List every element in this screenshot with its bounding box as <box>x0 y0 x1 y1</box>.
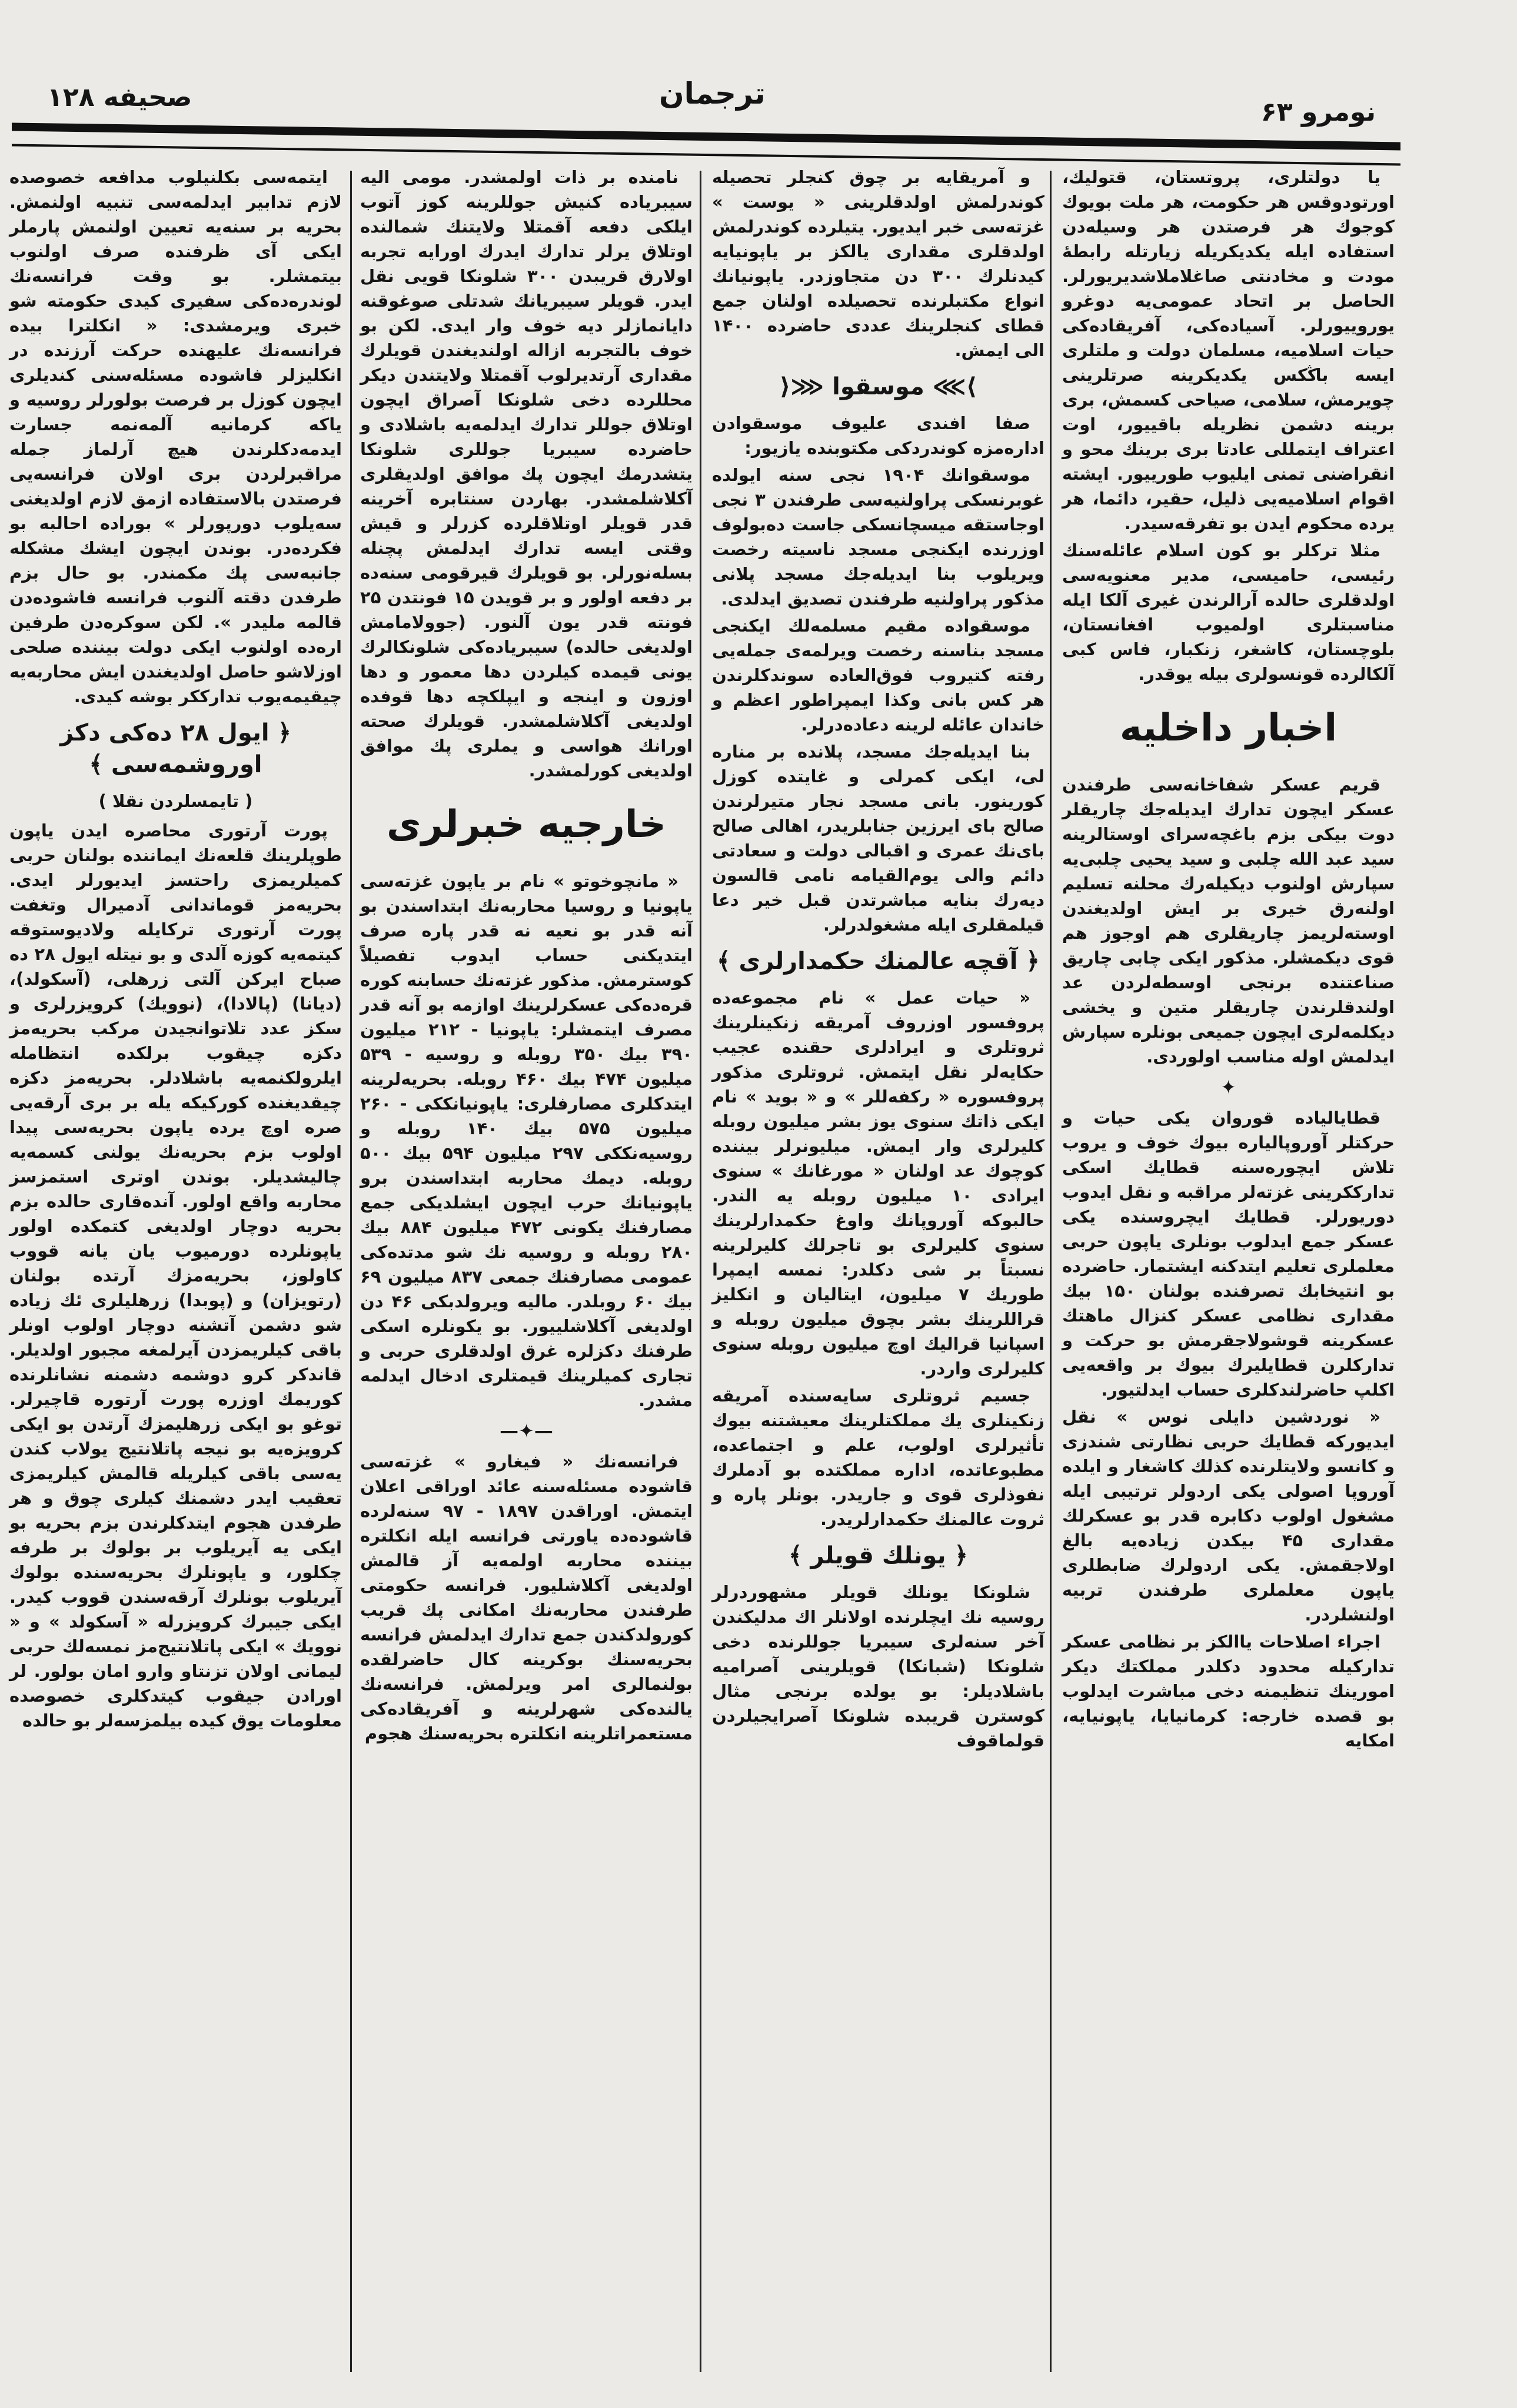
column-divider <box>350 171 352 2372</box>
article-paragraph: قريم عسكر شفاخانه‌سی طرفندن عسكر ايچون تدارك ايديله‌جك چاريقلر دوت بيكی بزم باغچه‌سرای اوستالرينه سيد عبد الله چلبی و سيد يحيی چلبی‌يه سپارش اولنوب ديكيله‌رك محلنه تسليم اولنه‌رق خيری بر ايش اولديغندن اوسته‌لريمز چاريقلری هم اوجوز هم قوی ديكمشلر. مذكور ايكی چابی چاريق صناعتنده برنجی اوسطه‌لردن عد اولندقلرندن چاريقلر متين و يخشی ديكلمه‌لری ايچون جميعی بونلره سپارش ايدلمش اوله مناسب اولوردی. <box>1062 775 1395 1067</box>
article-paragraph: يا دولتلری، پروتستان، قتوليك، اورتودوقس هر حكومت، هر ملت بويوك كوجوك هر فرصتدن هر وسيله‌دن استفاده ايله يكديكريله زيارتله رابطهٔ مودت و مخادنتی صاغلاملاشديريورلر. الحاصل بر اتحاد عمومی‌يه دوغرو يوروييورلر. آسياده‌كی، آفريقاده‌كی حيات اسلاميه، مسلمان دولت و ملتلری ايسه باڭكس يكديكرينه صرتلرينی چويرمش، سلامی، صياحی كسمش، بری برينه دشمن نظريله باقييور، اوت اعتراف ايتمللی عادتا بری برينك محو و انقراضنی تمنی ايليوب طورييور. ايشته اقوام اسلاميه‌يی ذليل، حقير، دائما، هر يرده محكوم ايدن بو تفرقه‌سيدر. <box>1062 167 1395 533</box>
article-paragraph: « نوردشين دايلی نوس » نقل ايديوركه قطايك حربی نظارتی شندزی و كانسو ولايتلرنده كذلك كاشغار و ايلده آوروپا اصولی يكی اردولر ترتيبی ايله مشغول اولوب دكابره قدر بو عسكرلك مقداری ۴۵ بيكدن زياده‌يه بالغ اولاجقمش. يكی اردولرك ضابطلری ياپون معلملری طرفندن تربيه اولنشلردر. <box>1062 1407 1395 1625</box>
column-3 <box>360 165 693 1748</box>
article-paragraph: پورت آرتوری محاصره ايدن ياپون طوپلرينك قلعه‌نك ايماننده بولنان حربی كميلريمزی راحتسز ايديورلر ايدی. بحريه‌مز قوماندانی آدميرال وتغفت پورت آرتوری تركايله ولاديوستوقه كيتمه‌يه كوزه آلدی و بو نيتله ايول ۲۸ ده صباح ايركن آلتی زرهلی، (آسكولد)، (ديانا) (پالادا)، (نوويك) كرويزرلری و سكز عدد تلاتوانجيدن مركب بحريه‌مز دكزه چيقوب برلكده انتظامله ايلرولكنمه‌يه باشلادلر. بحريه‌مز دكزه چيقديغنده كوركيكه يله بر برى آرقه‌يی صره اوچ يرده ياپون بحريه‌سی پيدا اولوب بزم بحريه‌نك يولنی كسمه‌يه چاليشديلر. بوندن اوتری استمزسز محاربه واقع اولور. آنده‌قاری حالده بزم بحريه دوچار اولديغی كتمكده اولور ياپونلرده دورميوب يان يانه قووب كاولوز، بحريه‌مزك آرتده بولنان (رتويزان) و (پوبدا) زرهليلری ئك زياده شو دشمن آتشنه دوچار اولوب اونلر باقی كيلريمزدن آيرلمغه مجبور اولديلر. قاندكر كرو دوشمه دشمنه نشانلرنده كوريمك اوزره پورت آرتوره قاچيرلر. توغو بو ايكی زرهليمزك آرتدن بو ايكی كرويزه‌يه بو نيجه پاتلانتيج يولاب كندن يه‌سی باقی كيلريله قالمش كيلريمزی تعقيب ايدر دشمنك كيلری چوق و هر طرفدن هجوم ايتدكلرندن بزم بحريه بو ايكی يه آيريلوب بر بولوك بر طرفه چكلور، و ياپونلرك بحريه‌سنده بولوك آيريلوب بونلرك آرقه‌سندن قووب كيدر. ايكی جيبرك كرويزرله « آسكولد » و « نوويك » ايكی پاتلانتيج‌مز نمسه‌لك حربی ليمانی اولان تزنتاو وارو امان بولور. لر اورادن جيقوب كيتدكلری خصوصده معلومات يوق كيده بيلمزسه‌لر بو حالده <box>9 821 342 1731</box>
article-source: ( تايمسلردن نقلا ) <box>98 791 253 811</box>
article-paragraph: فرانسه‌نك « فيغارو » غزته‌سی قاشوده مسئله‌سنه عائد اوراقی اعلان ايتمش. اوراقدن ۱۸۹۷ - ۹۷ سنه‌لرده قاشوده‌ده ياورتی فرانسه ايله انكلتره بيننده محاربه اولمه‌يه آز قالمش اولديغی آكلاشليور. فرانسه حكومتی طرفندن محاربه‌نك امكانی پك قريب كورولدكندن جمع تدارك ايدلمش فرانسه بحريه‌سنك بوكرينه كال حاضرلقده بولنمالری امر ويرلمش. فرانسه‌نك يالنده‌كی شهرلرينه و آفريقاده‌كی مستعمراتلرينه انكلتره بحريه‌سنك هجوم <box>360 1452 693 1743</box>
issue-number: نومرو ۶۳ <box>1260 97 1376 127</box>
article-paragraph: صفا افندی عليوف موسقوادن اداره‌مزه كوندردكی مكتوبنده يازيور: <box>712 413 1044 458</box>
article-heading: ﴿ آقچه عالمنك حكمدارلری ﴾ <box>717 948 1040 975</box>
article-paragraph: نامنده بر ذات اولمشدر. مومی اليه سيبرياده كنيش جوللرينه كوز آتوب ايلكی دفعه آقمتلا ولايتنك شمالنده اوتلاق يرلر تدارك ايدرك اورايه تجربه اولارق قريبدن ۳۰۰ شلونكا قويی نقل ايدر. قويلر سيبريانك شدتلی صوغوقنه دايانمازلر ديه خوف وار ايدی. لكن بو خوف بالتجربه ازاله اولنديغندن قويلرك مقداری آرتديرلوب آقمتلا ولايتندن ديكر محللرده دخی شلونكا آصراق ايچون اوتلاق جوللر تدارك ايدلمه‌يه باشلادی و حاضرده سيبريا جوللری شلونكا يتشدرمك ايچون پك موافق اولديقلری آكلاشلمشدر. بهاردن سنتابره آخرينه قدر قويلر اوتلاقلرده كزرلر و قيش وقتی ايسه تدارك ايدلمش پچنله بسله‌نورلر. بو قويلرك قيرقومی سنه‌ده بر دفعه اولور و بر قويدن ۱۵ فونتدن ۲۵ فونته قدر يون آلنور. (جوولامامش اولديغی حالده) سيبرياده‌كی شلونكالرك يونی قيمده كيلردن دها معمور و دها اوزون و اينجه و ايپلكچه دها قوفده اولديغی آكلاشلمشدر. قويلرك صحته اورانك هواسی و يملری پك موافق اولديغی كورلمشدر. <box>360 167 693 780</box>
column-divider <box>700 171 701 2372</box>
column-divider <box>1050 171 1052 2372</box>
ornament-icon: ⟩⋙ <box>924 373 977 400</box>
article-paragraph: شلونكا يونلك قويلر مشهوردرلر روسيه نك ايچلرنده اولانلر اك مدليكندن آخر سنه‌لری سيبريا جوللرنده دخی شلونكا (شبانكا) قويلرينی آصراميه باشلاديلر: بو يولده برنجی مثال كوسترن قريبده شلونكا آصرايجيلردن قولماقوف <box>712 1582 1044 1751</box>
article-paragraph: موسقواده مقيم مسلمه‌لك ايكنجی مسجد بناسنه رخصت ويرلمه‌ی جمله‌يی رفته كتيروب فوق‌العاده سوندكلرندن هر كس بانی وكذا ايمپراطور اعظم و خاندان عائله لرينه دعاده‌درلر. <box>712 616 1044 735</box>
section-ornament: —✦— <box>500 1420 553 1442</box>
article-heading: خارجيه خبرلری <box>387 803 666 846</box>
page-number: صحيفه ۱۲۸ <box>47 82 192 112</box>
article-paragraph: « مانچوخوتو » نام بر ياپون غزته‌سی ياپونيا و روسيا محاربه‌نك ابتداسندن بو آنه قدر بو نعيه نه قدر پاره صرف ايتديكنی حساب ايدوب تفصيلاً كوسترمش. مذكور غزته‌نك حسابنه كوره قره‌ده‌كی عسكرلرينك اوازمه بو آنه قدر مصرف ايتمشلر: ياپونيا - ۲۱۲ ميليون ۳۹۰ بيك ۳۵۰ روبله و روسيه - ۵۳۹ ميليون ۴۷۴ بيك ۴۶۰ روبله. بحريه‌لرينه ايتدكلری مصارفلری: ياپونيانككی - ۲۶۰ ميليون ۵۷۵ بيك ۱۴۰ روبله و روسيه‌نككی ۲۹۷ ميليون ۵۹۴ بيك ۵۰۰ روبله. ديمك محاربه ابتداسندن برو ياپونيانك حرب ايچون ايشلديكی جمع مصارفنك يكونی ۴۷۲ ميليون ۸۸۴ بيك ۲۸۰ روبله و روسيه نك شو مدتده‌كی عمومی مصارفنك جمعی ۸۳۷ ميليون ۶۹ بيك ۶۰ روبلدر. ماليه ويرولدبكی ۴۶ دن اولديغی آكلاشلييور. بو يكونلره اسكی طرفنك دكزلره غرق اولدقلری حربی و تجاری كميلرينك قيمتلری ادخال ايدلمه مشدر. <box>360 871 693 1410</box>
column-4 <box>9 165 342 1735</box>
article-heading: اخبار داخليه <box>1119 706 1338 750</box>
article-heading <box>712 371 1044 403</box>
article-paragraph: اجراء اصلاحات ياالكز بر نظامی عسكر تداركيله محدود دكلدر مملكتك ديكر امورينك تنظيمنه دخی مباشرت ايدلوب بو قصده خارجه: كرمانيايا، ياپونيايه، امكايه <box>1062 1632 1395 1751</box>
section-ornament: ✦ <box>1220 1076 1236 1098</box>
article-paragraph: و آمريقايه بر چوق كنجلر تحصيله كوندرلمش اولدقلرينی « يوست » غزته‌سی خبر ايديور. يتيلرده كوندرلمش اولدقلری مقداری يالكز بر ياپونيايه كيدنلرك ۳۰۰ دن متجاوزدر. ياپونيانك انواع مكتبلرنده تحصيلده اولنان جمع قطای كنجلرينك عددی حاضرده ۱۴۰۰ الی ايمش. <box>712 167 1044 360</box>
column-2 <box>712 165 1044 1755</box>
article-heading: ﴿ ايول ۲۸ ده‌كی دكز اوروشمه‌سی ﴾ <box>59 719 292 778</box>
article-paragraph: « حيات عمل » نام مجموعه‌ده پروفسور اوزروف آمريقه زنكينلرينك ثروتلری و ايرادلری حقنده عجيب حكايه‌لر نقل ايتمش. ثروتلری مذكور پروفسوره « ركفه‌للر » و « بويد » نام ايكی ذاتك سنوی يوز بشر ميليون روبله كليرلری وار ايمش. ميليونرلر بيننده كوچوك عد اولنان « مورغانك » سنوی ايرادی ۱۰ ميليون روبله يه الندر. حالبوكه آوروپانك واوغ حكمدارلرينك سنوی كليرلری بو تاجرلك كليرلرينه نسبتاً بر شی دكلدر: نمسه ايمپرا طوريك ۷ ميليون، ايتاليان و انكليز قراللرينك بشر بچوق ميليون روبله و اسپانيا قراليك اوچ ميليون روبله سنوی كليرلری واردر. <box>712 988 1044 1379</box>
ornament-icon: ⋘⟨ <box>780 373 833 400</box>
article-paragraph: جسيم ثروتلری سايه‌سنده آمريقه زنكينلری يك مملكتلرينك معيشتنه بيوك تأثيرلری اولوب، علم و اجتماعده، مطبوعاتده، اداره مملكتده بو آدملرك نفوذلری قوی و جاريدر. بونلر پاره و ثروت عالمنك حكمدارلريدر. <box>712 1386 1044 1529</box>
column-1 <box>1062 165 1395 1755</box>
newspaper-title: ترجمان <box>659 77 766 111</box>
article-paragraph: بنا ايديله‌جك مسجد، پلانده بر مناره لی، ايكی كمرلی و غايتده كوزل كورينور. بانی مسجد نجار متيرلرندن صالح بای ايرزين جنابلريدر، اهالی صالح بای‌نك عمری و اقبالی دولت و سعادتی دائم والی يوم‌القيامه نامی قالسون ديه‌رك بنايه مباشرتدن قبل خير دعا قيلمقلری ايله مشغولدرلر. <box>712 742 1044 935</box>
heading-text: موسقوا <box>832 373 924 400</box>
article-paragraph: موسقوانك ۱۹۰۴ نجی سنه ايولده غوبرنسكی پراولنيه‌سی طرفندن ۳ نجی اوجاستقه ميسچانسكی جاست ده‌بولوف اوزرنده ايكنجی مسجد ناسيته رخصت ويريلوب بنا ايديله‌جك مسجد پلانی مذكور پراولنيه طرفندن تصديق ايدلدی. <box>712 465 1044 609</box>
article-paragraph: مثلا تركلر بو كون اسلام عائله‌سنك رئيسی، حاميسی، مدير معنويه‌سی اولدقلری حالده آرالرندن غيری آلكا ايله مناسبتلری اولميوب افغانستان، بلوچستان، كاشغر، زنكبار، فاس كبی آلكالرده قونسولری بيله يوقدر. <box>1062 540 1395 684</box>
article-paragraph: ايتمه‌سی بكلنيلوب مدافعه خصوصده لازم تدابير ايدلمه‌سی تنبيه اولنمش. بحريه بر سنه‌يه تعيين اولنمش پارملر ايكی آی ظرفنده صرف اولنوب بيتمشلر. بو وقت فرانسه‌نك لوندره‌ده‌كی سفيری كيدی حكومته شو خبری ويرمشدی: « انكلترا بيده فرانسه‌نك عليهنده حركت آرزنده در انكليزلر فاشوده مسئله‌سنی كنديلری ايچون كوزل بر فرصت بولورلر روسيه و ياكه كرمانيه آلمه‌نمه جسارت ايدمه‌دكلرندن هيچ آرلماز جمله مراقبرلردن بری اولان فرانسه‌يی فرصتدن بالاستفاده ازمق لازم اولديغنی سه‌يلوب دورپورلر » بوراده احالبه بو فكرده‌در. بوندن ايچون ايشك مشكله جانبه‌سی پك مكمندر. بو حال بزم طرفدن دقته آلنوب فرانسه فاشوده‌دن قالمه مليدر ». لكن سوكره‌دن طرفين اره‌ده اولنوب ايكی دولت بيننده صلحی اوزلاشو حاصل اولديغندن ايش محاربه‌يه چيقيمه‌يوب تدارككر بوشه كيدی. <box>9 167 342 706</box>
article-heading: ﴿ يونلك قويلر ﴾ <box>789 1542 968 1569</box>
article-paragraph: قطايالياده قوروان يكی حيات و حركتلر آوروپالياره بيوك خوف و يروب تلاش ايچوره‌سنه قطايك اسكی تدارككرينی غزته‌لر مراقبه و نقل ايدوب دوريورلر. قطايك ايچروسنده يكی عسكر جمع ايدلوب بونلری ياپون حربی معلملری تعليم ايتدكنه ايشتمار. حاضرده بو انتيخابك تصرفنده بولنان ۱۵۰ بيك مقداری نظامی عسكر كنزال ماهتك عسكرينه قوشولاجقرمش بو حركت و تداركلرن قطايليرك بيوك بر واقعه‌يی اكلپ حاضرلندكلری حساب ايدلتيور. <box>1062 1108 1395 1400</box>
